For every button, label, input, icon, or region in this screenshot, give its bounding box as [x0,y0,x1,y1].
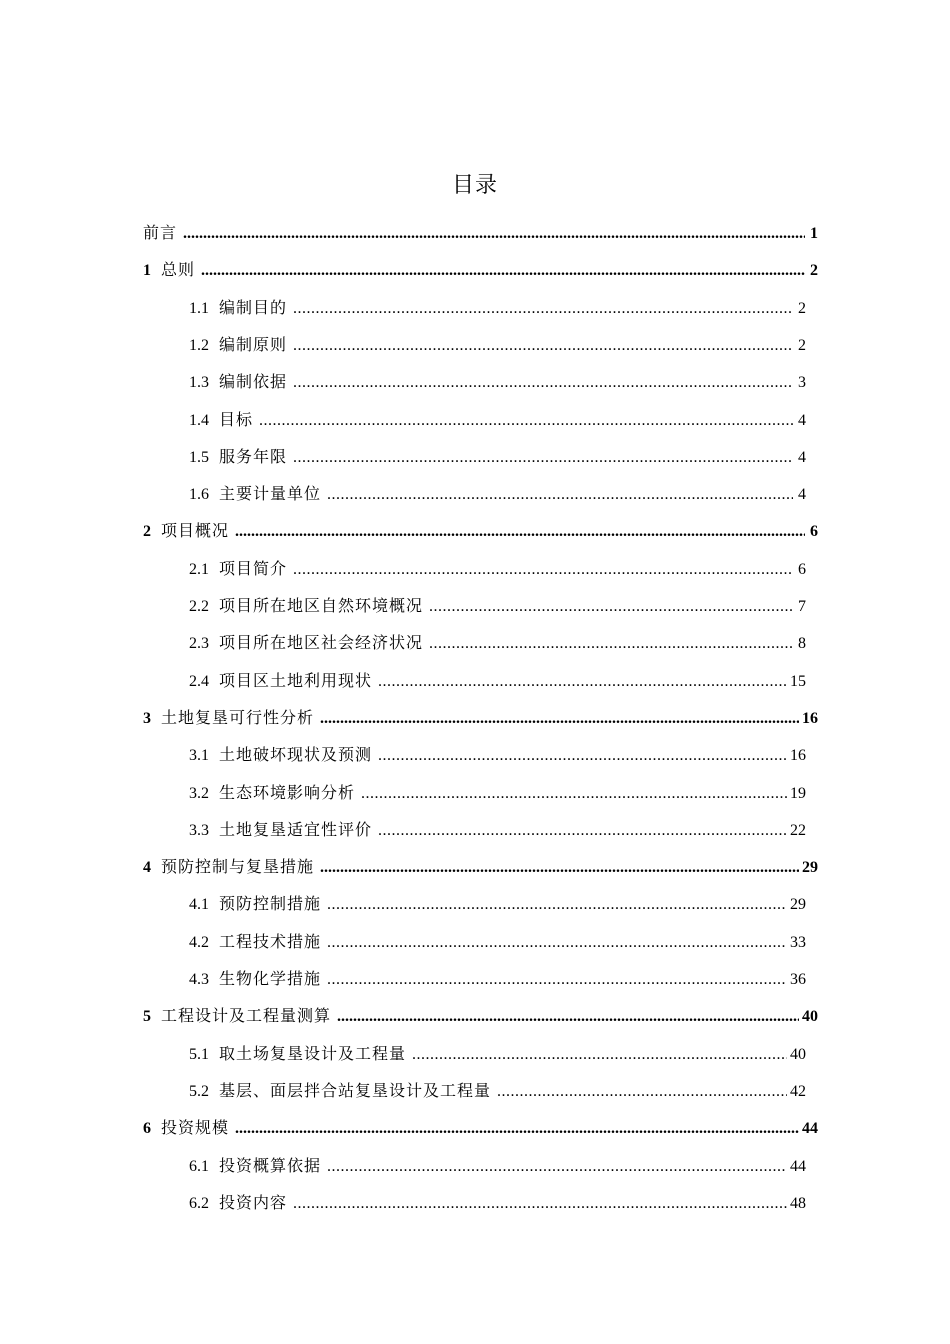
toc-page-number: 48 [790,1194,806,1212]
toc-dot-leader [327,968,787,992]
toc-page-number: 7 [798,598,806,615]
toc-page-number: 2 [810,262,818,280]
toc-section-entry[interactable] [189,669,806,693]
toc-entry-number: 1.3 [189,374,209,392]
toc-section-entry[interactable] [189,557,806,581]
toc-dot-leader [412,1043,787,1067]
toc-page-number: 42 [790,1082,806,1100]
toc-dot-leader [259,409,793,433]
toc-entry-title: 土地复垦可行性分析 [161,707,315,727]
toc-dot-leader [293,1192,787,1216]
toc-entry-number: 1.5 [189,448,209,466]
toc-page-number: 1 [810,225,818,242]
toc-entry-title: 主要计量单位 [219,484,322,504]
toc-entry-number: 5.1 [189,1045,209,1063]
toc-entry-number: 3 [143,709,151,727]
toc-entry-number: 2.4 [189,672,209,690]
toc-entry-title: 生物化学措施 [219,969,322,988]
toc-dot-leader [293,297,793,321]
toc-entry-number: 2.2 [189,598,209,615]
toc-entry-title: 编制原则 [219,334,288,354]
toc-section-entry[interactable] [189,482,806,506]
toc-entry-title: 预防控制措施 [219,894,322,914]
toc-page-number: 44 [802,1120,818,1138]
toc-section-entry[interactable] [189,1191,806,1215]
toc-page-number: 2 [798,299,806,317]
toc-entry-title: 前言 [143,223,178,242]
toc-entry-number: 3.2 [189,784,209,802]
toc-section-entry[interactable] [189,594,806,618]
toc-dot-leader [429,595,793,619]
toc-entry-title: 工程设计及工程量测算 [161,1006,332,1026]
toc-entry-title: 项目区土地利用现状 [219,670,373,690]
toc-dot-leader [378,819,787,843]
toc-entry-title: 取土场复垦设计及工程量 [219,1043,407,1063]
toc-dot-leader [293,446,793,470]
toc-entry-number: 2.3 [189,635,209,653]
toc-dot-leader [429,632,793,656]
toc-dot-leader [361,782,787,806]
toc-page-number: 6 [810,523,818,541]
toc-dot-leader [183,222,805,246]
toc-chapter-entry[interactable] [143,706,818,730]
toc-dot-leader [320,707,799,731]
toc-chapter-entry[interactable] [143,855,818,879]
toc-entry-number: 2.1 [189,560,209,578]
toc-page-number: 36 [790,971,806,988]
toc-entry-title: 项目概况 [161,521,230,541]
toc-section-entry[interactable] [189,631,806,655]
toc-entry-number: 1.1 [189,299,209,317]
toc-dot-leader [327,1155,787,1179]
toc-page-number: 6 [798,560,806,578]
toc-dot-leader [327,483,793,507]
toc-entry-title: 投资内容 [219,1192,288,1212]
toc-section-entry[interactable] [189,892,806,916]
toc-entry-title: 工程技术措施 [219,931,322,951]
toc-entry-title: 投资概算依据 [219,1155,322,1175]
toc-dot-leader [201,259,805,283]
toc-page-number: 19 [790,784,806,802]
toc-section-entry[interactable] [189,296,806,320]
toc-chapter-entry[interactable] [143,1116,818,1140]
toc-chapter-entry[interactable] [143,258,818,282]
toc-section-entry[interactable] [189,743,806,767]
toc-entry-number: 1.4 [189,411,209,429]
toc-chapter-entry[interactable] [143,221,818,245]
toc-entry-title: 服务年限 [219,446,288,466]
toc-entry-number: 6 [143,1120,151,1138]
toc-entry-title: 土地复垦适宜性评价 [219,819,373,839]
toc-entry-title: 项目所在地区社会经济状况 [219,633,424,653]
toc-entry-title: 基层、面层拌合站复垦设计及工程量 [219,1080,492,1100]
toc-entry-title: 编制目的 [219,297,288,317]
toc-page-number: 4 [798,486,806,504]
toc-section-entry[interactable] [189,408,806,432]
toc-section-entry[interactable] [189,930,806,954]
toc-chapter-entry[interactable] [143,1004,818,1028]
toc-page-number: 15 [790,672,806,690]
toc-section-entry[interactable] [189,1154,806,1178]
toc-dot-leader [378,670,787,694]
toc-entry-number: 4.1 [189,896,209,914]
toc-section-entry[interactable] [189,781,806,805]
toc-section-entry[interactable] [189,445,806,469]
toc-page-number: 4 [798,411,806,429]
toc-page-number: 44 [790,1157,806,1175]
toc-section-entry[interactable] [189,370,806,394]
toc-dot-leader [320,856,799,880]
toc-section-entry[interactable] [189,333,806,357]
toc-page-number: 40 [790,1045,806,1063]
toc-section-entry[interactable] [189,967,806,991]
toc-dot-leader [497,1080,787,1104]
toc-entry-title: 总则 [161,260,196,280]
toc-page-number: 4 [798,448,806,466]
toc-entry-number: 4.3 [189,971,209,988]
toc-entry-title: 土地破坏现状及预测 [219,745,373,765]
toc-dot-leader [293,334,793,358]
toc-page-number: 16 [790,747,806,765]
toc-dot-leader [235,1117,799,1141]
toc-page-number: 3 [798,374,806,392]
toc-chapter-entry[interactable] [143,519,818,543]
toc-entry-number: 1.6 [189,486,209,504]
toc-dot-leader [293,558,793,582]
toc-dot-leader [235,520,805,544]
toc-section-entry[interactable] [189,1042,806,1066]
toc-section-entry[interactable] [189,1079,806,1103]
toc-entry-number: 6.2 [189,1194,209,1212]
toc-page-number: 29 [802,859,818,877]
toc-entry-title: 预防控制与复垦措施 [161,857,315,877]
toc-dot-leader [293,371,793,395]
toc-entry-number: 3.1 [189,747,209,765]
toc-section-entry[interactable] [189,818,806,842]
toc-dot-leader [327,893,787,917]
toc-entry-title: 编制依据 [219,372,288,392]
toc-entry-number: 1.2 [189,336,209,354]
toc-page-number: 8 [798,635,806,653]
toc-page-number: 22 [790,821,806,839]
toc-entry-number: 6.1 [189,1157,209,1175]
toc-dot-leader [378,744,787,768]
page-title: 目录 [451,173,498,198]
toc-entry-number: 4 [143,859,151,877]
toc-page-number: 40 [802,1008,818,1026]
toc-entry-number: 1 [143,262,151,280]
toc-dot-leader [337,1005,799,1029]
toc-entry-number: 5.2 [189,1082,209,1100]
toc-page-number: 16 [802,709,818,727]
toc-entry-title: 目标 [219,409,254,429]
toc-entry-number: 5 [143,1008,151,1026]
toc-entry-title: 生态环境影响分析 [219,782,356,802]
toc-page-number: 29 [790,896,806,914]
toc-entry-number: 4.2 [189,933,209,951]
toc-entry-title: 项目简介 [219,558,288,578]
toc-entry-title: 投资规模 [161,1118,230,1138]
toc-entry-title: 项目所在地区自然环境概况 [219,596,424,615]
toc-entry-number: 2 [143,523,151,541]
toc-page-number: 33 [790,933,806,951]
toc-dot-leader [327,931,787,955]
toc-entry-number: 3.3 [189,821,209,839]
toc-page-number: 2 [798,336,806,354]
